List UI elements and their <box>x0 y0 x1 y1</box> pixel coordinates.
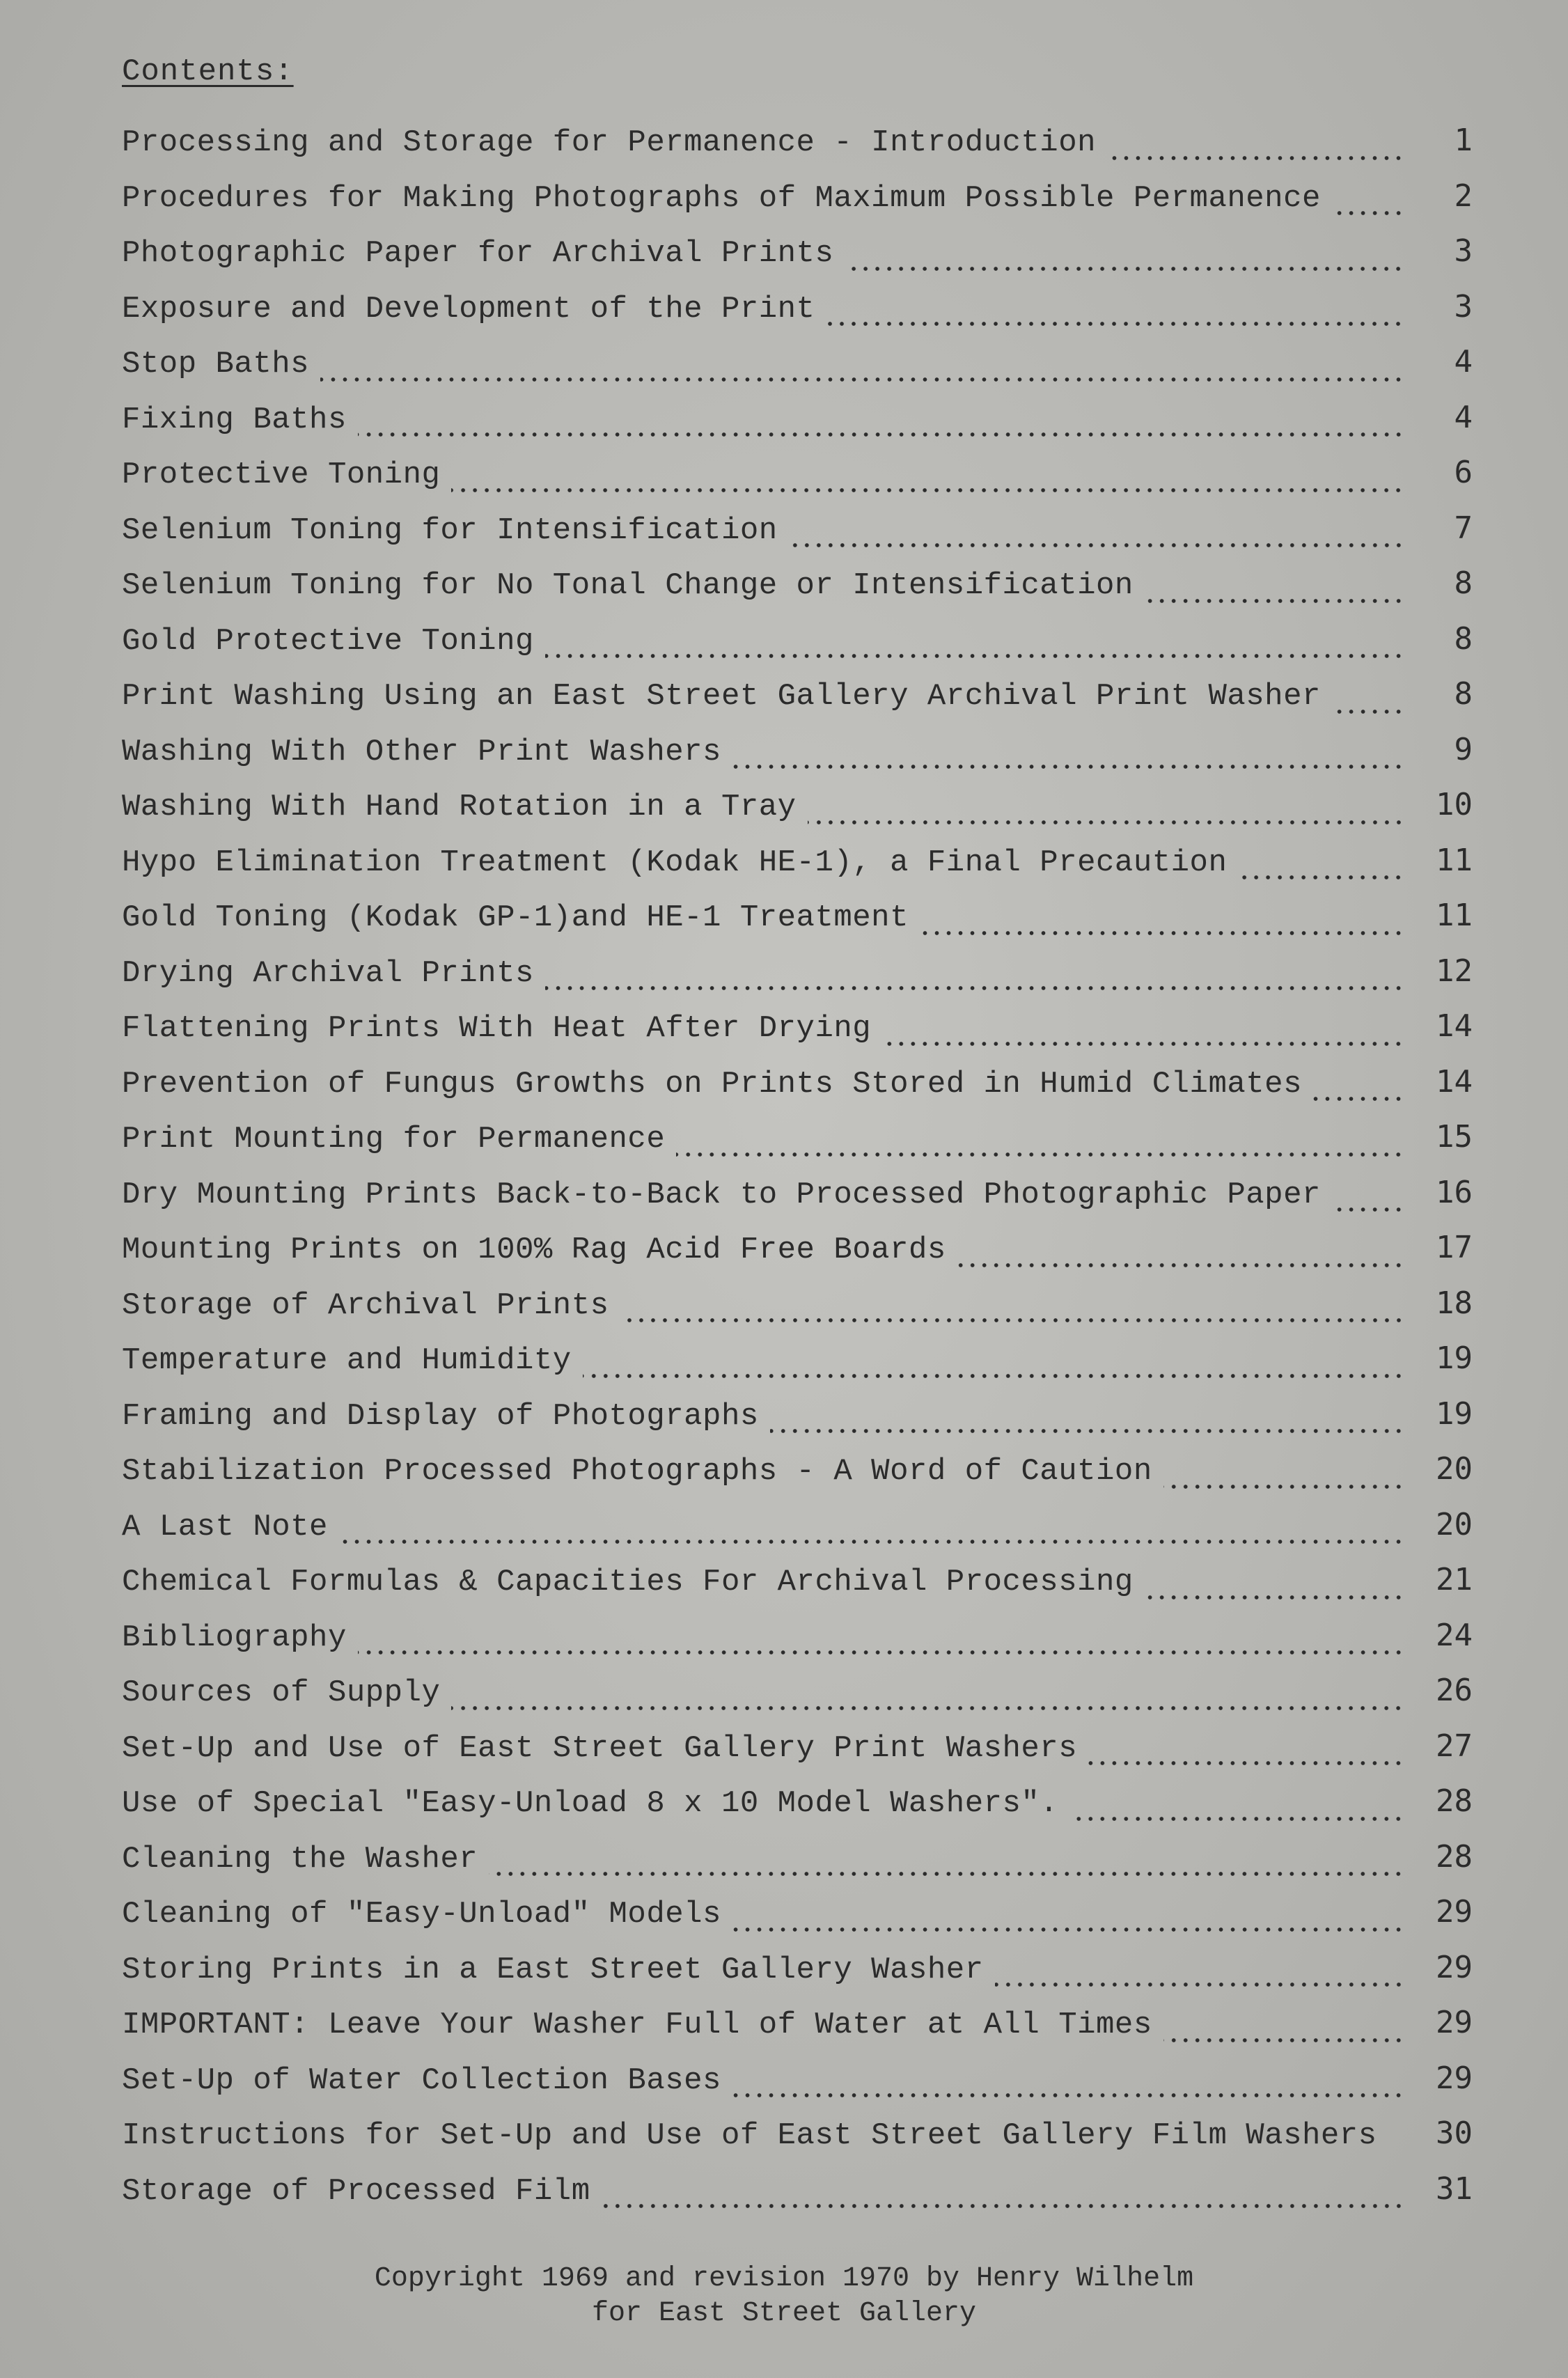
toc-entry-page-number: 8 <box>1454 620 1473 657</box>
toc-entry-title: Drying Archival Prints <box>122 955 534 991</box>
toc-entry-page-number: 12 <box>1436 953 1473 989</box>
dot-leader <box>358 431 1404 438</box>
toc-entry <box>122 1008 1473 1064</box>
toc-entry-page-number: 20 <box>1436 1451 1473 1487</box>
toc-entry-title: Use of Special "Easy-Unload 8 x 10 Model Washers". <box>122 1786 1059 1821</box>
dot-leader <box>770 1427 1404 1434</box>
toc-entry-page-number: 30 <box>1436 2115 1473 2151</box>
toc-entry-title: Set-Up and Use of East Street Gallery Print Washers <box>122 1730 1078 1766</box>
publisher-line: for East Street Gallery <box>591 2298 977 2329</box>
toc-entry <box>122 1618 1473 1673</box>
copyright-line: Copyright 1969 and revision 1970 by Henry Wilhelm <box>374 2263 1194 2294</box>
toc-entry-page-number: 8 <box>1454 676 1473 712</box>
toc-entry <box>122 1451 1473 1507</box>
toc-entry-page-number: 18 <box>1436 1285 1473 1321</box>
dot-leader <box>732 2092 1404 2099</box>
toc-entry-title: Sources of Supply <box>122 1675 441 1710</box>
toc-entry-page-number: 31 <box>1436 2170 1473 2207</box>
toc-entry <box>122 510 1473 566</box>
toc-entry-title: Cleaning the Washer <box>122 1841 478 1877</box>
dot-leader <box>1163 1483 1404 1490</box>
toc-entry <box>122 2060 1473 2116</box>
toc-entry-page-number: 29 <box>1436 2060 1473 2096</box>
toc-entry-page-number: 29 <box>1436 1894 1473 1930</box>
dot-leader <box>808 819 1404 826</box>
toc-entry <box>122 1783 1473 1839</box>
toc-entry-title: Procedures for Making Photographs of Maximum Possible Permanence <box>122 180 1321 216</box>
toc-entry-title: Washing With Hand Rotation in a Tray <box>122 790 797 824</box>
toc-entry-title: Cleaning of "Easy-Unload" Models <box>122 1897 721 1932</box>
dot-leader <box>845 265 1404 272</box>
dot-leader <box>1332 1206 1404 1213</box>
toc-entry <box>122 1064 1473 1120</box>
toc-entry-page-number: 6 <box>1454 455 1473 490</box>
toc-entry-title: Fixing Baths <box>122 402 347 437</box>
dot-leader <box>920 930 1404 937</box>
toc-entry-page-number: 10 <box>1436 787 1473 822</box>
dot-leader <box>358 1649 1404 1656</box>
dot-leader <box>451 1705 1404 1712</box>
toc-entry <box>122 1728 1473 1784</box>
toc-entry-title: Gold Toning (Kodak GP-1)and HE-1 Treatment <box>122 900 909 935</box>
dot-leader <box>1145 1594 1404 1601</box>
toc-entry <box>122 2171 1473 2227</box>
dot-leader <box>1313 1095 1404 1102</box>
toc-entry <box>122 400 1473 455</box>
toc-entry-title: Protective Toning <box>122 457 441 492</box>
toc-entry <box>122 1396 1473 1452</box>
dot-leader <box>620 1317 1404 1324</box>
toc-entry-page-number: 14 <box>1436 1008 1473 1044</box>
toc-entry <box>122 1673 1473 1728</box>
toc-entry-page-number: 9 <box>1454 731 1473 767</box>
toc-entry <box>122 2005 1473 2060</box>
toc-entry <box>122 1230 1473 1285</box>
toc-entry <box>122 123 1473 178</box>
dot-leader <box>489 1870 1404 1877</box>
toc-entry-page-number: 11 <box>1436 898 1473 933</box>
dot-leader <box>1163 2037 1404 2044</box>
toc-entry-title: IMPORTANT: Leave Your Washer Full of Water at All Times <box>122 2008 1152 2042</box>
toc-entry-title: Prevention of Fungus Growths on Prints Stored in Humid Climates <box>122 1066 1302 1102</box>
toc-entry-title: Dry Mounting Prints Back-to-Back to Processed Photographic Paper <box>122 1177 1321 1212</box>
toc-entry-title: Temperature and Humidity <box>122 1343 572 1378</box>
toc-entry-page-number: 3 <box>1454 288 1473 324</box>
toc-entry-title: Print Washing Using an East Street Gallery Archival Print Washer <box>122 679 1321 714</box>
toc-entry-title: Stabilization Processed Photographs - A Word of Caution <box>122 1454 1152 1489</box>
toc-entry-title: Washing With Other Print Washers <box>122 734 721 769</box>
toc-entry-title: Stop Baths <box>122 347 310 382</box>
toc-entry-title: Photographic Paper for Archival Prints <box>122 236 834 271</box>
dot-leader <box>882 1040 1404 1047</box>
copyright-footer <box>0 2262 1568 2331</box>
dot-leader <box>545 652 1404 659</box>
toc-entry <box>122 787 1473 843</box>
toc-entry-title: Bibliography <box>122 1620 347 1655</box>
toc-entry-title: Hypo Elimination Treatment (Kodak HE-1), a Final Precaution <box>122 845 1228 880</box>
toc-entry-title: Storage of Archival Prints <box>122 1288 609 1323</box>
toc-entry-page-number: 3 <box>1454 233 1473 269</box>
toc-entry <box>122 565 1473 621</box>
toc-entry-page-number: 19 <box>1436 1340 1473 1376</box>
dot-leader <box>1332 210 1404 217</box>
toc-entry-title: Gold Protective Toning <box>122 623 534 659</box>
toc-entry <box>122 289 1473 345</box>
toc-entry-title: Mounting Prints on 100% Rag Acid Free Boards <box>122 1233 946 1267</box>
toc-entry-page-number: 28 <box>1436 1838 1473 1875</box>
toc-entry-page-number: 26 <box>1436 1673 1473 1708</box>
dot-leader <box>1145 597 1404 604</box>
dot-leader <box>545 985 1404 992</box>
dot-leader <box>1332 708 1404 715</box>
toc-entry <box>122 676 1473 732</box>
toc-entry <box>122 1285 1473 1341</box>
toc-entry-page-number: 8 <box>1454 565 1473 601</box>
toc-entry <box>122 233 1473 289</box>
toc-entry-page-number: 21 <box>1436 1562 1473 1597</box>
toc-entry-page-number: 4 <box>1454 399 1473 435</box>
toc-entry-title: Flattening Prints With Heat After Drying <box>122 1011 872 1046</box>
toc-entry-title: A Last Note <box>122 1509 328 1544</box>
dot-leader <box>957 1262 1404 1269</box>
toc-entry-page-number: 24 <box>1436 1617 1473 1653</box>
toc-entry-page-number: 17 <box>1436 1230 1473 1265</box>
toc-entry-page-number: 2 <box>1454 178 1473 214</box>
toc-entry <box>122 344 1473 400</box>
toc-entry-title: Storage of Processed Film <box>122 2173 590 2209</box>
dot-leader <box>1107 155 1404 162</box>
dot-leader <box>1088 1760 1404 1767</box>
dot-leader <box>676 1151 1404 1158</box>
dot-leader <box>339 1538 1404 1545</box>
toc-entry-page-number: 11 <box>1436 842 1473 878</box>
dot-leader <box>583 1372 1404 1379</box>
toc-entry <box>122 953 1473 1009</box>
toc-entry <box>122 1839 1473 1895</box>
dot-leader <box>995 1981 1404 1988</box>
toc-entry <box>122 1340 1473 1396</box>
toc-entry-page-number: 20 <box>1436 1506 1473 1542</box>
toc-entry-page-number: 29 <box>1436 2005 1473 2040</box>
toc-entry <box>122 1507 1473 1563</box>
toc-entry <box>122 2115 1473 2171</box>
toc-entry-page-number: 4 <box>1454 344 1473 380</box>
toc-entry-page-number: 16 <box>1436 1174 1473 1210</box>
toc-entry-title: Selenium Toning for Intensification <box>122 513 778 548</box>
toc-entry-title: Instructions for Set-Up and Use of East Street Gallery Film Washers <box>122 2118 1377 2153</box>
toc-entry-page-number: 29 <box>1436 1949 1473 1985</box>
toc-entry-page-number: 28 <box>1436 1783 1473 1819</box>
toc-entry-title: Print Mounting for Permanence <box>122 1122 666 1157</box>
dot-leader <box>1069 1815 1404 1822</box>
toc-entry <box>122 898 1473 953</box>
toc-entry <box>122 455 1473 510</box>
toc-entry <box>122 1119 1473 1175</box>
toc-entry-page-number: 1 <box>1454 123 1473 158</box>
dot-leader <box>826 320 1404 327</box>
toc-entry <box>122 1950 1473 2005</box>
toc-entry <box>122 843 1473 898</box>
dot-leader <box>451 487 1404 494</box>
toc-entry-title: Chemical Formulas & Capacities For Archival Processing <box>122 1565 1134 1599</box>
dot-leader <box>320 376 1404 383</box>
toc-entry-title: Selenium Toning for No Tonal Change or Intensification <box>122 568 1134 603</box>
toc-entry <box>122 621 1473 677</box>
toc-entry-page-number: 7 <box>1454 510 1473 546</box>
dot-leader <box>602 2203 1404 2209</box>
toc-entry-title: Storing Prints in a East Street Gallery Washer <box>122 1952 984 1987</box>
dot-leader <box>1388 2148 1404 2154</box>
toc-entry-title: Exposure and Development of the Print <box>122 291 815 327</box>
dot-leader <box>789 542 1404 549</box>
table-of-contents <box>122 123 1473 2226</box>
toc-entry-title: Framing and Display of Photographs <box>122 1398 759 1434</box>
toc-entry <box>122 178 1473 234</box>
toc-entry-page-number: 14 <box>1436 1063 1473 1100</box>
toc-entry-title: Processing and Storage for Permanence - Introduction <box>122 125 1097 160</box>
contents-heading: Contents: <box>122 54 294 89</box>
toc-entry-title: Set-Up of Water Collection Bases <box>122 2063 721 2098</box>
toc-entry-page-number: 15 <box>1436 1119 1473 1155</box>
toc-entry <box>122 1894 1473 1950</box>
toc-entry <box>122 1175 1473 1230</box>
toc-entry <box>122 1562 1473 1618</box>
dot-leader <box>1238 874 1404 881</box>
toc-entry-page-number: 19 <box>1436 1395 1473 1432</box>
dot-leader <box>732 763 1404 770</box>
toc-entry-page-number: 27 <box>1436 1728 1473 1764</box>
toc-entry <box>122 732 1473 788</box>
dot-leader <box>732 1926 1404 1933</box>
